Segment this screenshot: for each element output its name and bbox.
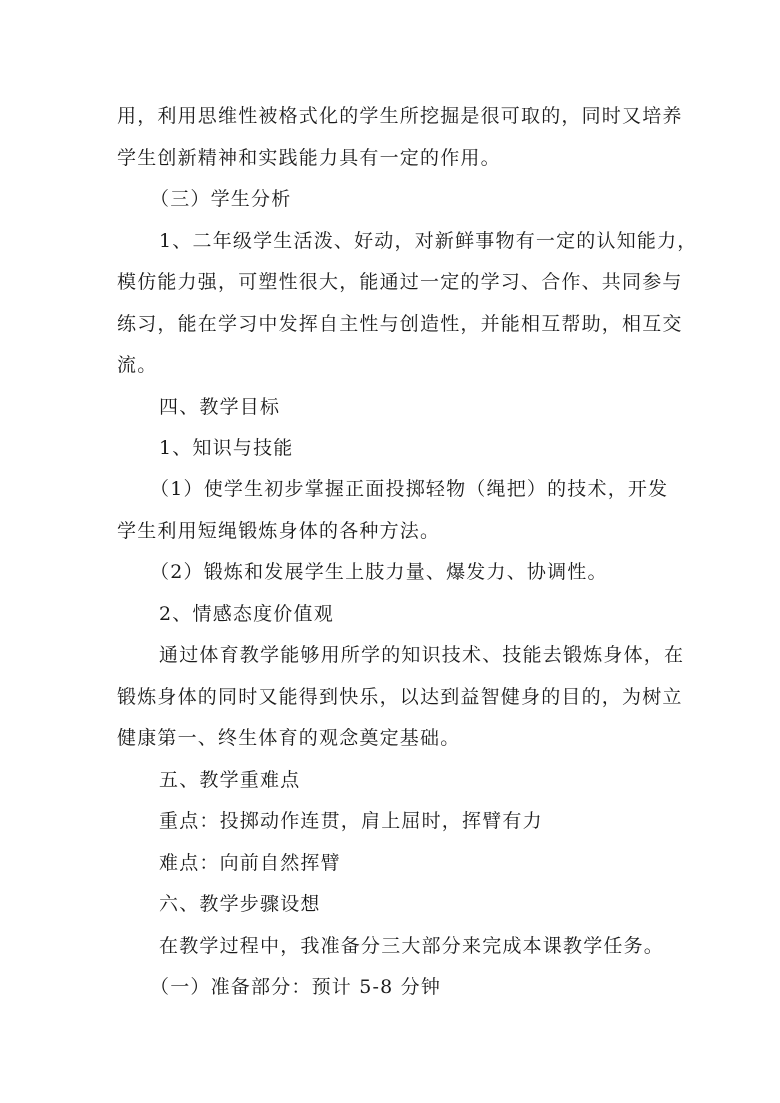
section-heading: 四、教学目标 [159,396,281,418]
body-line: 在教学过程中，我准备分三大部分来完成本课教学任务。 [159,935,665,957]
body-line: 通过体育教学能够用所学的知识技术、技能去锻炼身体，在 [159,644,685,666]
subsection-heading: 1、知识与技能 [159,437,294,459]
body-line: 模仿能力强，可塑性很大，能通过一定的学习、合作、共同参与 [117,271,683,293]
body-line: 学生利用短绳锻炼身体的各种方法。 [117,520,441,542]
body-line: （1）使学生初步掌握正面投掷轻物（绳把）的技术，开发 [150,478,669,500]
section-heading: 五、教学重难点 [159,769,301,791]
body-line: 流。 [117,354,158,376]
body-line: 学生创新精神和实践能力具有一定的作用。 [117,147,501,169]
body-line: 重点：投掷动作连贯，肩上屈时，挥臂有力 [159,810,543,832]
section-heading: （三）学生分析 [150,188,292,210]
body-line: 难点：向前自然挥臂 [159,852,341,874]
subsection-heading: （一）准备部分：预计 5-8 分钟 [150,976,442,998]
body-line: 练习，能在学习中发挥自主性与创造性，并能相互帮助，相互交 [117,313,683,335]
body-line: 用，利用思维性被格式化的学生所挖掘是很可取的，同时又培养 [117,105,683,127]
subsection-heading: 2、情感态度价值观 [159,603,334,625]
body-line: 1、二年级学生活泼、好动，对新鲜事物有一定的认知能力， [159,230,698,252]
body-line: 锻炼身体的同时又能得到快乐，以达到益智健身的目的，为树立 [117,686,683,708]
body-line: 健康第一、终生体育的观念奠定基础。 [117,727,461,749]
body-line: （2）锻炼和发展学生上肢力量、爆发力、协调性。 [150,561,608,583]
section-heading: 六、教学步骤设想 [159,893,321,915]
